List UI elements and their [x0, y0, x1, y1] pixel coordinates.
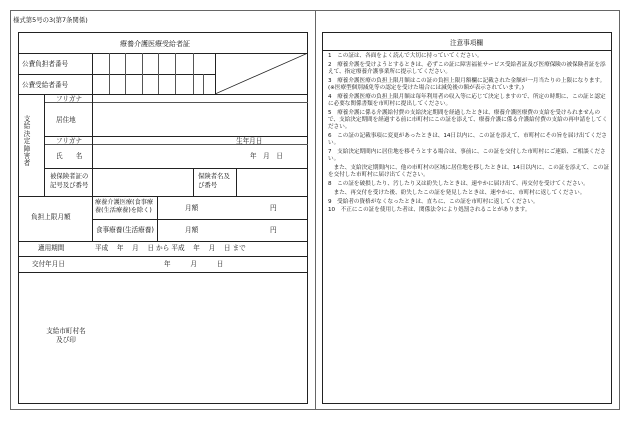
payer-number-label: 公費負担者番号: [22, 60, 69, 68]
note-item: 9 受給者の資格がなくなったときは、直ちに、この証を市町村に返してください。: [328, 198, 539, 205]
note-item: また、支給決定期間内に、他の市町村の区域に居住地を移したときは、14日以内に、この証を添えて、この証を交付した市町村に届け出てください。: [328, 165, 610, 179]
furigana-label-2: フリガナ: [56, 137, 83, 145]
certificate-title: 療養介護医療受給者証: [120, 40, 190, 48]
period-value: 平成 年 月 日 から 平成 年 月 日 まで: [95, 244, 246, 252]
form-header: 様式第5号の3(第7条関係): [13, 16, 88, 24]
furigana-label-1: フリガナ: [56, 95, 83, 103]
municipality-seal-label: 支給市町村名及び印: [46, 327, 86, 344]
medical-monthly: 月額: [185, 204, 199, 212]
recipient-number-label: 公費受給者番号: [22, 81, 69, 89]
note-item: 6 この証の記載事項に変更があったときは、14日以内に、この証を添えて、市町村にその旨を届け出てください。: [328, 133, 608, 147]
note-item: 1 この証は、各面をよく読んで大切に持っていてください。: [328, 53, 483, 59]
birth-date-value: 年 月 日: [250, 152, 283, 160]
note-item: 7 支給決定期間内に居住地を移そうとする場合は、事前に、この証を交付した市町村にご連絡、ご相談ください。: [328, 149, 606, 163]
page-fold-line: [315, 10, 316, 410]
note-item: 5 療養介護に係る介護給付費の支給決定期間を経過したときは、療養介護医療費の支給を受けられませんので、支給決定期間を経過する前に市町村にこの証を添えて、療養介護に係る介護給付費の支給の再申請をしてください。: [328, 109, 608, 131]
medical-limit-label: 療養介護医療(食事療養(生活療養)を除く): [95, 199, 154, 215]
issue-date-value: 年 月 日: [164, 260, 224, 268]
insurer-label: 保険者名及び番号: [198, 172, 230, 189]
note-item: 3 療養介護医療の負担上限月額はこの証の負担上限月額欄に記載された金額が一月当たりの上限になります。(※医療型個別減免等の認定を受けた場合には減免後の額が表示されています。): [328, 77, 606, 91]
blank-diagonal: [215, 53, 308, 94]
note-item: 8 この証を破損したり、汚したり又は紛失したときは、速やかに届け出て、再交付を受けてください。: [328, 181, 589, 187]
meal-yen: 円: [270, 226, 277, 234]
note-item: また、再交付を受けた後、紛失したこの証を発見したときは、速やかに、市町村に返してください。: [328, 189, 586, 196]
issue-date-label: 交付年月日: [32, 260, 65, 268]
section-label: 支給決定障害者: [23, 115, 31, 168]
notes-title: 注意事項欄: [450, 39, 483, 47]
medical-yen: 円: [270, 204, 277, 212]
limit-label: 負担上限月額: [31, 213, 71, 221]
address-label: 居住地: [56, 116, 76, 124]
name-label: 氏 名: [56, 152, 83, 160]
note-item: 4 療養介護医療の負担上限月額は毎年利用者の収入等に応じて決定しますので、所定の時期に、この証と認定に必要な関係書類を市町村に提出してください。: [328, 93, 606, 107]
period-label: 適用期間: [38, 244, 65, 252]
insured-number-label: 被保険者証の記号及び番号: [50, 172, 89, 189]
birth-date-label: 生年月日: [236, 137, 263, 145]
notes-list: [328, 53, 610, 216]
meal-limit-label: 食事療養(生活療養): [96, 226, 154, 234]
note-item: 2 療養介護を受けようとするときは、必ずこの証に障害福祉サービス受給者証及び医療保険の被保険者証を添えて、指定療養介護事業所に提示してください。: [328, 61, 606, 75]
note-item: 10 不正にこの証を使用した者は、関係法令により処罰されることがあります。: [328, 207, 531, 214]
meal-monthly: 月額: [185, 226, 199, 234]
